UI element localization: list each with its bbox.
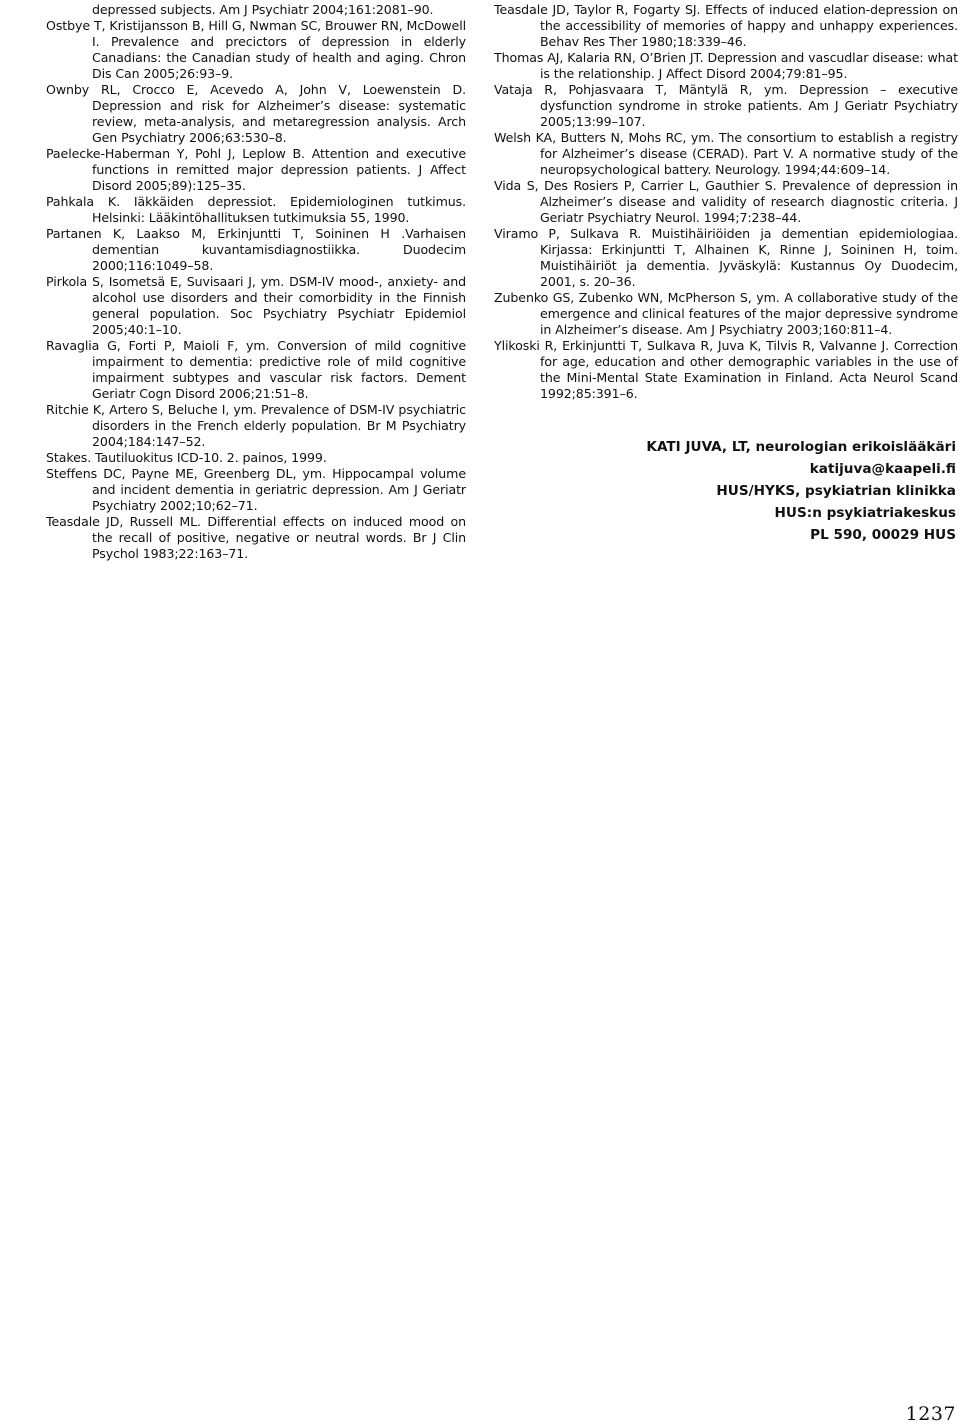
- reference-entry: Ravaglia G, Forti P, Maioli F, ym. Conversion of mild cognitive impairment to dementia: predictive role of mild cognitive impairment subtypes and vascular risk factors. Dement Geriatr Cogn Disord 2006;21:51–8.: [46, 338, 466, 401]
- reference-entry: Ostbye T, Kristijansson B, Hill G, Nwman SC, Brouwer RN, McDowell I. Prevalence and precictors of depression in elderly Canadians: the Canadian study of health and aging. Chron Dis Can 2005;26:93–9.: [46, 18, 466, 81]
- author-unit: HUS:n psykiatriakeskus: [774, 505, 956, 521]
- author-address: PL 590, 00029 HUS: [810, 527, 956, 543]
- reference-entry: Vataja R, Pohjasvaara T, Mäntylä R, ym. Depression – executive dysfunction syndrome in stroke patients. Am J Geriatr Psychiatry 2005;13:99–107.: [494, 82, 958, 129]
- reference-entry: Viramo P, Sulkava R. Muistihäiriöiden ja dementian epidemiologiaa. Kirjassa: Erkinjuntti T, Alhainen K, Rinne J, Soininen H, toim. Muistihäiriöt ja dementia. Jyväskylä: Kustannus Oy Duodecim, 2001, s. 20–36.: [494, 226, 958, 289]
- reference-entry: Partanen K, Laakso M, Erkinjuntti T, Soininen H .Varhaisen dementian kuvantamisdiagnostiikka. Duodecim 2000;116:1049–58.: [46, 226, 466, 273]
- author-name: KATI JUVA, LT, neurologian erikoislääkäri: [646, 439, 956, 455]
- reference-entry: Ylikoski R, Erkinjuntti T, Sulkava R, Juva K, Tilvis R, Valvanne J. Correction for age, education and other demographic variables in the use of the Mini-Mental State Examination in Finland. Acta Neurol Scand 1992;85:391–6.: [494, 338, 958, 401]
- author-email: katijuva@kaapeli.fi: [809, 461, 956, 477]
- author-block: [646, 436, 956, 546]
- reference-entry: Ritchie K, Artero S, Beluche I, ym. Prevalence of DSM-IV psychiatric disorders in the French elderly population. Br M Psychiatry 2004;184:147–52.: [46, 402, 466, 449]
- reference-entry: Teasdale JD, Taylor R, Fogarty SJ. Effects of induced elation-depression on the accessibility of memories of happy and unhappy experiences. Behav Res Ther 1980;18:339–46.: [494, 2, 958, 49]
- reference-entry: Steffens DC, Payne ME, Greenberg DL, ym. Hippocampal volume and incident dementia in geriatric depression. Am J Geriatr Psychiatry 2002;10;62–71.: [46, 466, 466, 513]
- reference-list-left: [46, 2, 466, 562]
- reference-entry: Teasdale JD, Russell ML. Differential effects on induced mood on the recall of positive, negative or neutral words. Br J Clin Psychol 1983;22:163–71.: [46, 514, 466, 561]
- reference-entry: Zubenko GS, Zubenko WN, McPherson S, ym. A collaborative study of the emergence and clinical features of the major depressive syndrome in Alzheimer’s disease. Am J Psychiatry 2003;160:811–4.: [494, 290, 958, 337]
- reference-entry: Ownby RL, Crocco E, Acevedo A, John V, Loewenstein D. Depression and risk for Alzheimer’s disease: systematic review, meta-analysis, and metaregression analysis. Arch Gen Psychiatry 2006;63:530–8.: [46, 82, 466, 145]
- reference-entry: Pirkola S, Isometsä E, Suvisaari J, ym. DSM-IV mood-, anxiety- and alcohol use disorders and their comorbidity in the Finnish general population. Soc Psychiatry Psychiatr Epidemiol 2005;40:1–10.: [46, 274, 466, 337]
- reference-entry: Welsh KA, Butters N, Mohs RC, ym. The consortium to establish a registry for Alzheimer’s disease (CERAD). Part V. A normative study of the neuropsychological battery. Neurology. 1994;44:609–14.: [494, 130, 958, 177]
- reference-entry: Pahkala K. Iäkkäiden depressiot. Epidemiologinen tutkimus. Helsinki: Lääkintöhallituksen tutkimuksia 55, 1990.: [46, 194, 466, 225]
- reference-entry: Paelecke-Haberman Y, Pohl J, Leplow B. Attention and executive functions in remitted major depression patients. J Affect Disord 2005;89):125–35.: [46, 146, 466, 193]
- page-number: 1237: [905, 1403, 956, 1425]
- reference-list-right: [494, 2, 958, 402]
- reference-entry: Stakes. Tautiluokitus ICD-10. 2. painos, 1999.: [46, 450, 327, 465]
- reference-entry: Thomas AJ, Kalaria RN, O’Brien JT. Depression and vascudlar disease: what is the relationship. J Affect Disord 2004;79:81–95.: [494, 50, 958, 81]
- reference-entry: depressed subjects. Am J Psychiatr 2004;161:2081–90.: [92, 2, 434, 17]
- author-affiliation: HUS/HYKS, psykiatrian klinikka: [716, 483, 956, 499]
- reference-entry: Vida S, Des Rosiers P, Carrier L, Gauthier S. Prevalence of depression in Alzheimer’s disease and validity of research diagnostic criteria. J Geriatr Psychiatry Neurol. 1994;7:238–44.: [494, 178, 958, 225]
